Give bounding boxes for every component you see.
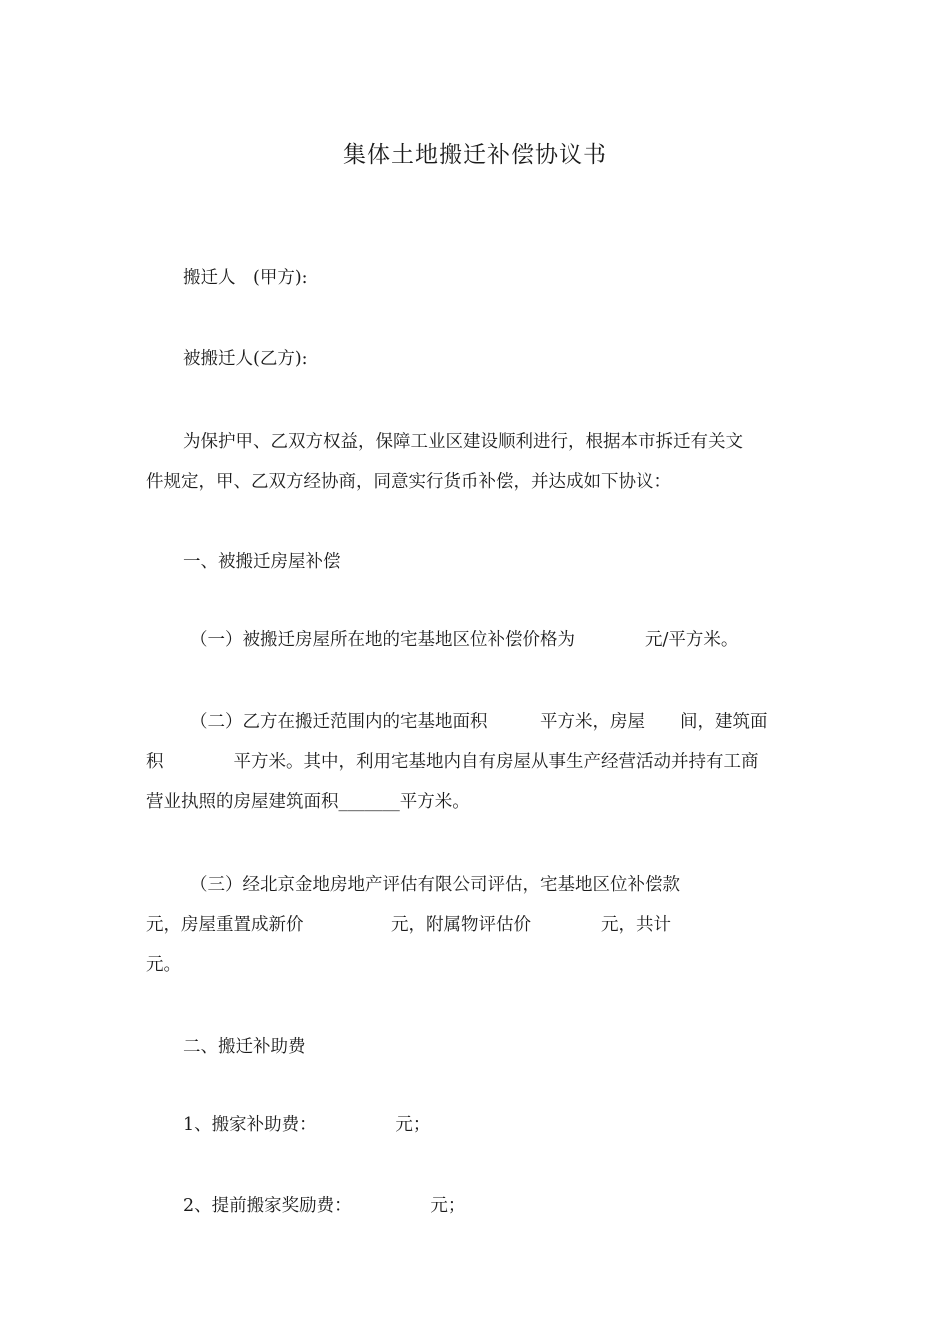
preamble-line-2: 件规定，甲、乙双方经协商，同意实行货币补偿，并达成如下协议：: [146, 472, 671, 492]
document-title: 集体土地搬迁补偿协议书: [343, 142, 607, 168]
clause-2-2: 2、提前搬家奖励费： 元；: [183, 1196, 466, 1216]
party-b-line: 被搬迁人(乙方):: [183, 349, 308, 369]
preamble-line-1: 为保护甲、乙双方权益，保障工业区建设顺利进行，根据本市拆迁有关文: [183, 432, 743, 452]
clause-1-3-line-2: 元，房屋重置成新价 元，附属物评估价 元，共计: [146, 915, 671, 935]
section-2-heading: 二、搬迁补助费: [183, 1037, 306, 1057]
clause-1-2-line-3: [146, 790, 470, 814]
clause-1-2-line-2: 积 平方米。其中，利用宅基地内自有房屋从事生产经营活动并持有工商: [146, 752, 759, 772]
section-1-heading: 一、被搬迁房屋补偿: [183, 552, 341, 572]
clause-1-2-line-3-text: 营业执照的房屋建筑面积: [146, 792, 339, 812]
clause-1-3-line-3: 元。: [146, 955, 181, 975]
clause-1-2-line-3-unit: 平方米。: [399, 792, 470, 812]
clause-1-3-line-1: （三）经北京金地房地产评估有限公司评估，宅基地区位补偿款: [190, 875, 680, 895]
clause-1-1: （一）被搬迁房屋所在地的宅基地区位补偿价格为 元/平方米。: [190, 630, 739, 650]
party-a-line: 搬迁人 (甲方):: [183, 268, 308, 288]
clause-2-1: 1、搬家补助费： 元；: [183, 1115, 431, 1135]
clause-1-2-line-1: （二）乙方在搬迁范围内的宅基地面积 平方米，房屋 间，建筑面: [190, 712, 768, 732]
building-area-blank: _______: [338, 792, 400, 812]
